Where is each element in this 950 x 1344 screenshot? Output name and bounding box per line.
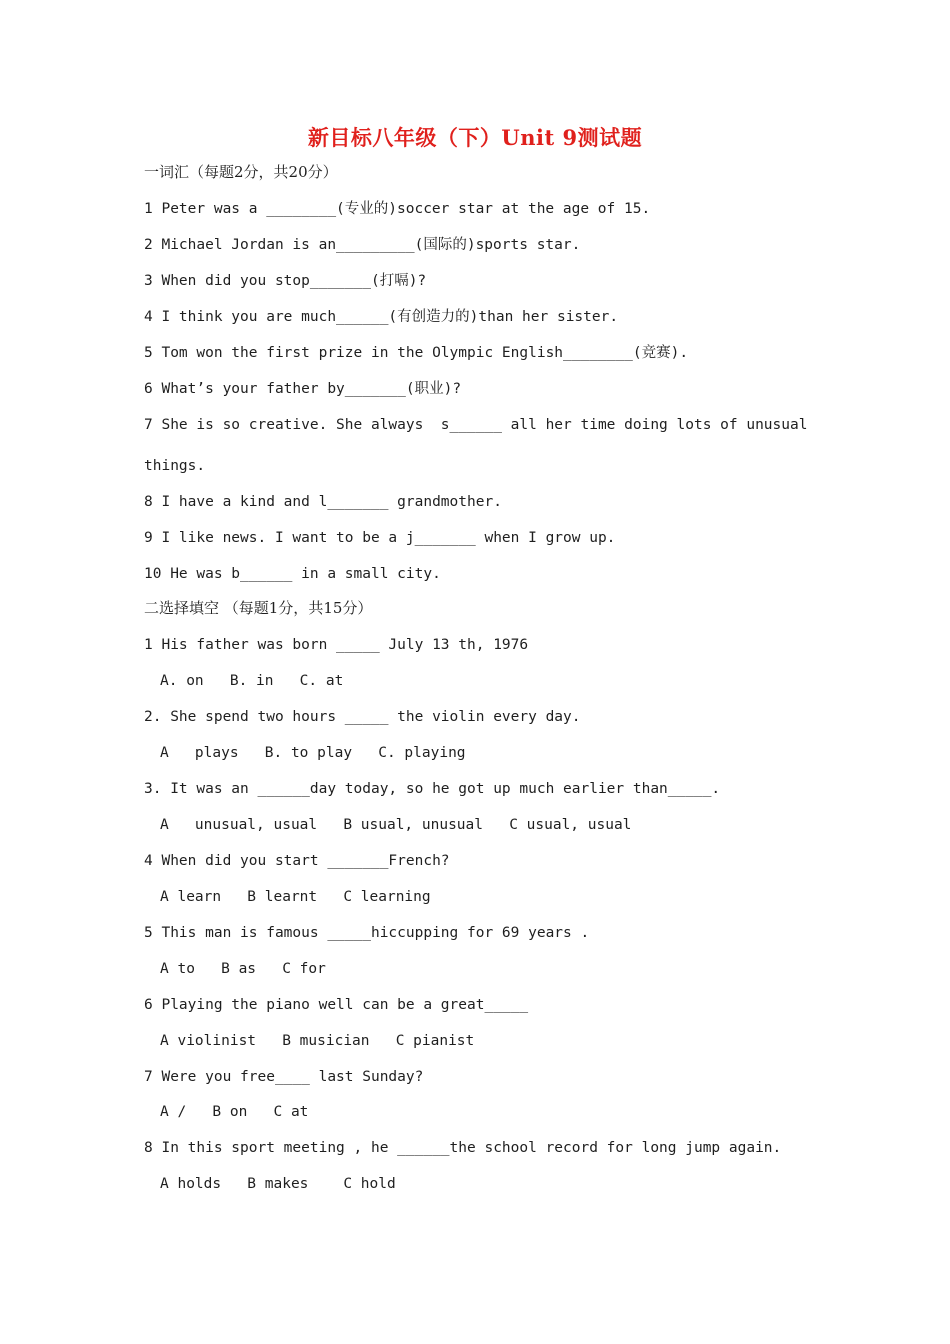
vocab-item-7: 7 She is so creative. She always s______ all her time doing lots of unusual	[144, 417, 808, 433]
choice-options-2: A plays B. to play C. playing	[160, 745, 466, 761]
document-title: 新目标八年级（下）Unit 9测试题	[307, 125, 643, 150]
vocab-item-7-continued: things.	[144, 458, 206, 474]
choice-question-6: 6 Playing the piano well can be a great_____	[144, 997, 529, 1013]
choice-options-4: A learn B learnt C learning	[160, 889, 431, 905]
vocab-item-8: 8 I have a kind and l_______ grandmother.	[144, 494, 502, 510]
vocab-item-4: 4 I think you are much______(有创造力的)than her sister.	[144, 309, 619, 325]
section-1-heading: 一词汇（每题2分，共20分）	[144, 163, 338, 181]
vocab-item-9: 9 I like news. I want to be a j_______ when I grow up.	[144, 530, 616, 546]
choice-question-1: 1 His father was born _____ July 13 th, 1976	[144, 637, 529, 653]
choice-options-6: A violinist B musician C pianist	[160, 1033, 475, 1049]
choice-question-8: 8 In this sport meeting , he ______the school record for long jump again.	[144, 1140, 782, 1156]
choice-options-7: A / B on C at	[160, 1104, 309, 1120]
vocab-item-5: 5 Tom won the first prize in the Olympic English________(竞赛).	[144, 345, 689, 361]
vocab-item-1: 1 Peter was a ________(专业的)soccer star at the age of 15.	[144, 201, 651, 217]
choice-question-7: 7 Were you free____ last Sunday?	[144, 1069, 424, 1085]
vocab-item-6: 6 What’s your father by_______(职业)?	[144, 381, 462, 397]
section-2-heading: 二选择填空 （每题1分，共15分）	[144, 599, 373, 617]
choice-question-3: 3. It was an ______day today, so he got up much earlier than_____.	[144, 781, 721, 797]
vocab-item-3: 3 When did you stop_______(打嗝)?	[144, 273, 427, 289]
choice-options-5: A to B as C for	[160, 961, 326, 977]
choice-options-1: A. on B. in C. at	[160, 673, 344, 689]
choice-question-4: 4 When did you start _______French?	[144, 853, 450, 869]
vocab-item-10: 10 He was b______ in a small city.	[144, 566, 441, 582]
choice-options-3: A unusual, usual B usual, unusual C usual, usual	[160, 817, 632, 833]
vocab-item-2: 2 Michael Jordan is an_________(国际的)sports star.	[144, 237, 581, 253]
choice-question-5: 5 This man is famous _____hiccupping for 69 years .	[144, 925, 590, 941]
choice-options-8: A holds B makes C hold	[160, 1176, 396, 1192]
choice-question-2: 2. She spend two hours _____ the violin every day.	[144, 709, 581, 725]
